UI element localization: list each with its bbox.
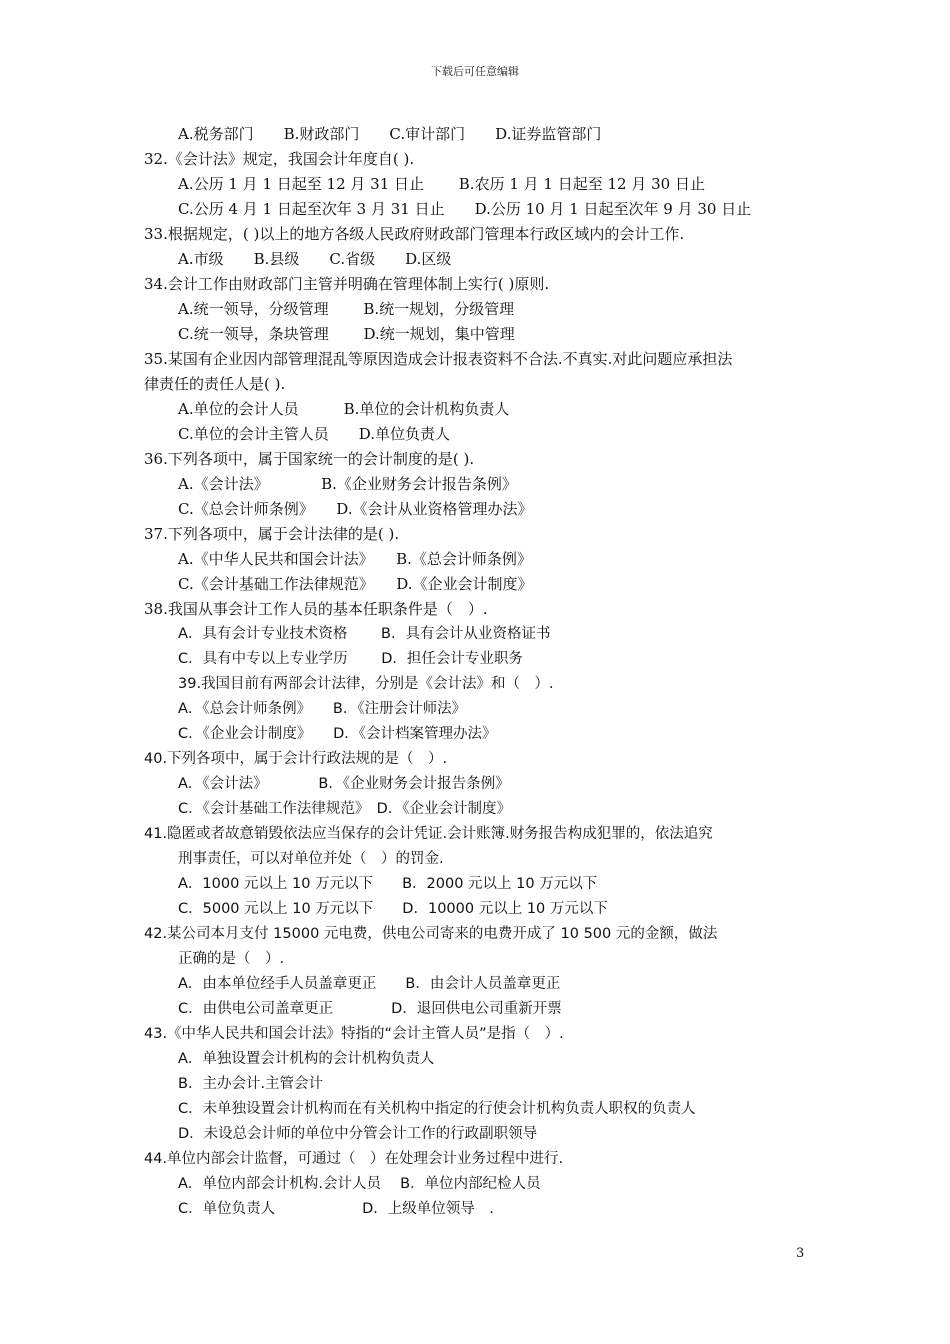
page-header: 下载后可任意编辑 — [431, 65, 519, 78]
option-line: A.《会计法》 B.《企业财务会计报告条例》 — [178, 475, 517, 493]
option-line: C．未单独设置会计机构而在有关机构中指定的行使会计机构负责人职权的负责人 — [178, 1101, 696, 1117]
question-line: 律责任的责任人是( ). — [144, 375, 286, 393]
question-line: 33.根据规定，( )以上的地方各级人民政府财政部门管理本行政区域内的会计工作. — [144, 225, 685, 243]
question-line: 42.某公司本月支付 15000 元电费，供电公司寄来的电费开成了 10 500 元的金额，做法 — [144, 926, 718, 942]
option-line: D．未设总会计师的单位中分管会计工作的行政副职领导 — [178, 1126, 538, 1142]
question-line: 35.某国有企业因内部管理混乱等原因造成会计报表资料不合法.不真实.对此问题应承担法 — [144, 350, 733, 368]
question-line: 36.下列各项中，属于国家统一的会计制度的是( ). — [144, 450, 475, 468]
option-line: C．单位负责人 D．上级单位领导 . — [178, 1201, 494, 1217]
option-line: C.公历 4 月 1 日起至次年 3 月 31 日止 D.公历 10 月 1 日起至次年 9 月 30 日止 — [178, 200, 752, 218]
option-line: A.公历 1 月 1 日起至 12 月 31 日止 B.农历 1 月 1 日起至 12 月 30 日止 — [178, 175, 705, 193]
option-line: A.单位的会计人员 B.单位的会计机构负责人 — [178, 400, 510, 418]
option-line: C．《企业会计制度》 D．《会计档案管理办法》 — [178, 726, 497, 742]
option-line: A．《会计法》 B．《企业财务会计报告条例》 — [178, 776, 510, 792]
option-line: A．单位内部会计机构.会计人员 B．单位内部纪检人员 — [178, 1176, 541, 1192]
page-number: 3 — [796, 1246, 805, 1261]
option-line: A.市级 B.县级 C.省级 D.区级 — [178, 250, 452, 268]
option-line: C.统一领导，条块管理 D.统一规划，集中管理 — [178, 325, 515, 343]
option-line: C.《会计基础工作法律规范》 D.《企业会计制度》 — [178, 575, 533, 593]
option-line: A．1000 元以上 10 万元以下 B．2000 元以上 10 万元以下 — [178, 876, 598, 892]
option-line: C．由供电公司盖章更正 D．退回供电公司重新开票 — [178, 1001, 562, 1017]
question-line: 38.我国从事会计工作人员的基本任职条件是（ ）. — [144, 600, 488, 618]
question-line: 41.隐匿或者故意销毁依法应当保存的会计凭证.会计账簿.财务报告构成犯罪的，依法追究 — [144, 826, 713, 842]
option-line: A．具有会计专业技术资格 B．具有会计从业资格证书 — [178, 626, 551, 642]
question-line: 34.会计工作由财政部门主管并明确在管理体制上实行( )原则. — [144, 275, 550, 293]
option-line: 39.我国目前有两部会计法律，分别是《会计法》和（ ）. — [178, 676, 554, 692]
option-line: A．由本单位经手人员盖章更正 B．由会计人员盖章更正 — [178, 976, 561, 992]
question-line: 37.下列各项中，属于会计法律的是( ). — [144, 525, 400, 543]
option-line: A.统一领导，分级管理 B.统一规划，分级管理 — [178, 300, 515, 318]
option-line: C．5000 元以上 10 万元以下 D．10000 元以上 10 万元以下 — [178, 901, 608, 917]
option-line: B．主办会计.主管会计 — [178, 1076, 324, 1092]
option-line: A.《中华人民共和国会计法》 B.《总会计师条例》 — [178, 550, 532, 568]
option-line: C.单位的会计主管人员 D.单位负责人 — [178, 425, 450, 443]
option-line: C．《会计基础工作法律规范》 D．《企业会计制度》 — [178, 801, 512, 817]
question-line: 44.单位内部会计监督，可通过（ ）在处理会计业务过程中进行. — [144, 1151, 564, 1167]
question-line: 32.《会计法》规定，我国会计年度自( ). — [144, 150, 415, 168]
option-line: A．《总会计师条例》 B．《注册会计师法》 — [178, 701, 467, 717]
option-line: C．具有中专以上专业学历 D．担任会计专业职务 — [178, 651, 523, 667]
question-line: 43.《中华人民共和国会计法》特指的“会计主管人员”是指（ ）. — [144, 1026, 564, 1042]
option-line: A.税务部门 B.财政部门 C.审计部门 D.证券监管部门 — [178, 125, 602, 143]
question-line: 40.下列各项中，属于会计行政法规的是（ ）. — [144, 751, 448, 767]
option-line: 刑事责任，可以对单位并处（ ）的罚金. — [178, 851, 444, 867]
option-line: C.《总会计师条例》 D.《会计从业资格管理办法》 — [178, 500, 533, 518]
option-line: A．单独设置会计机构的会计机构负责人 — [178, 1051, 435, 1067]
option-line: 正确的是（ ）. — [178, 951, 285, 967]
